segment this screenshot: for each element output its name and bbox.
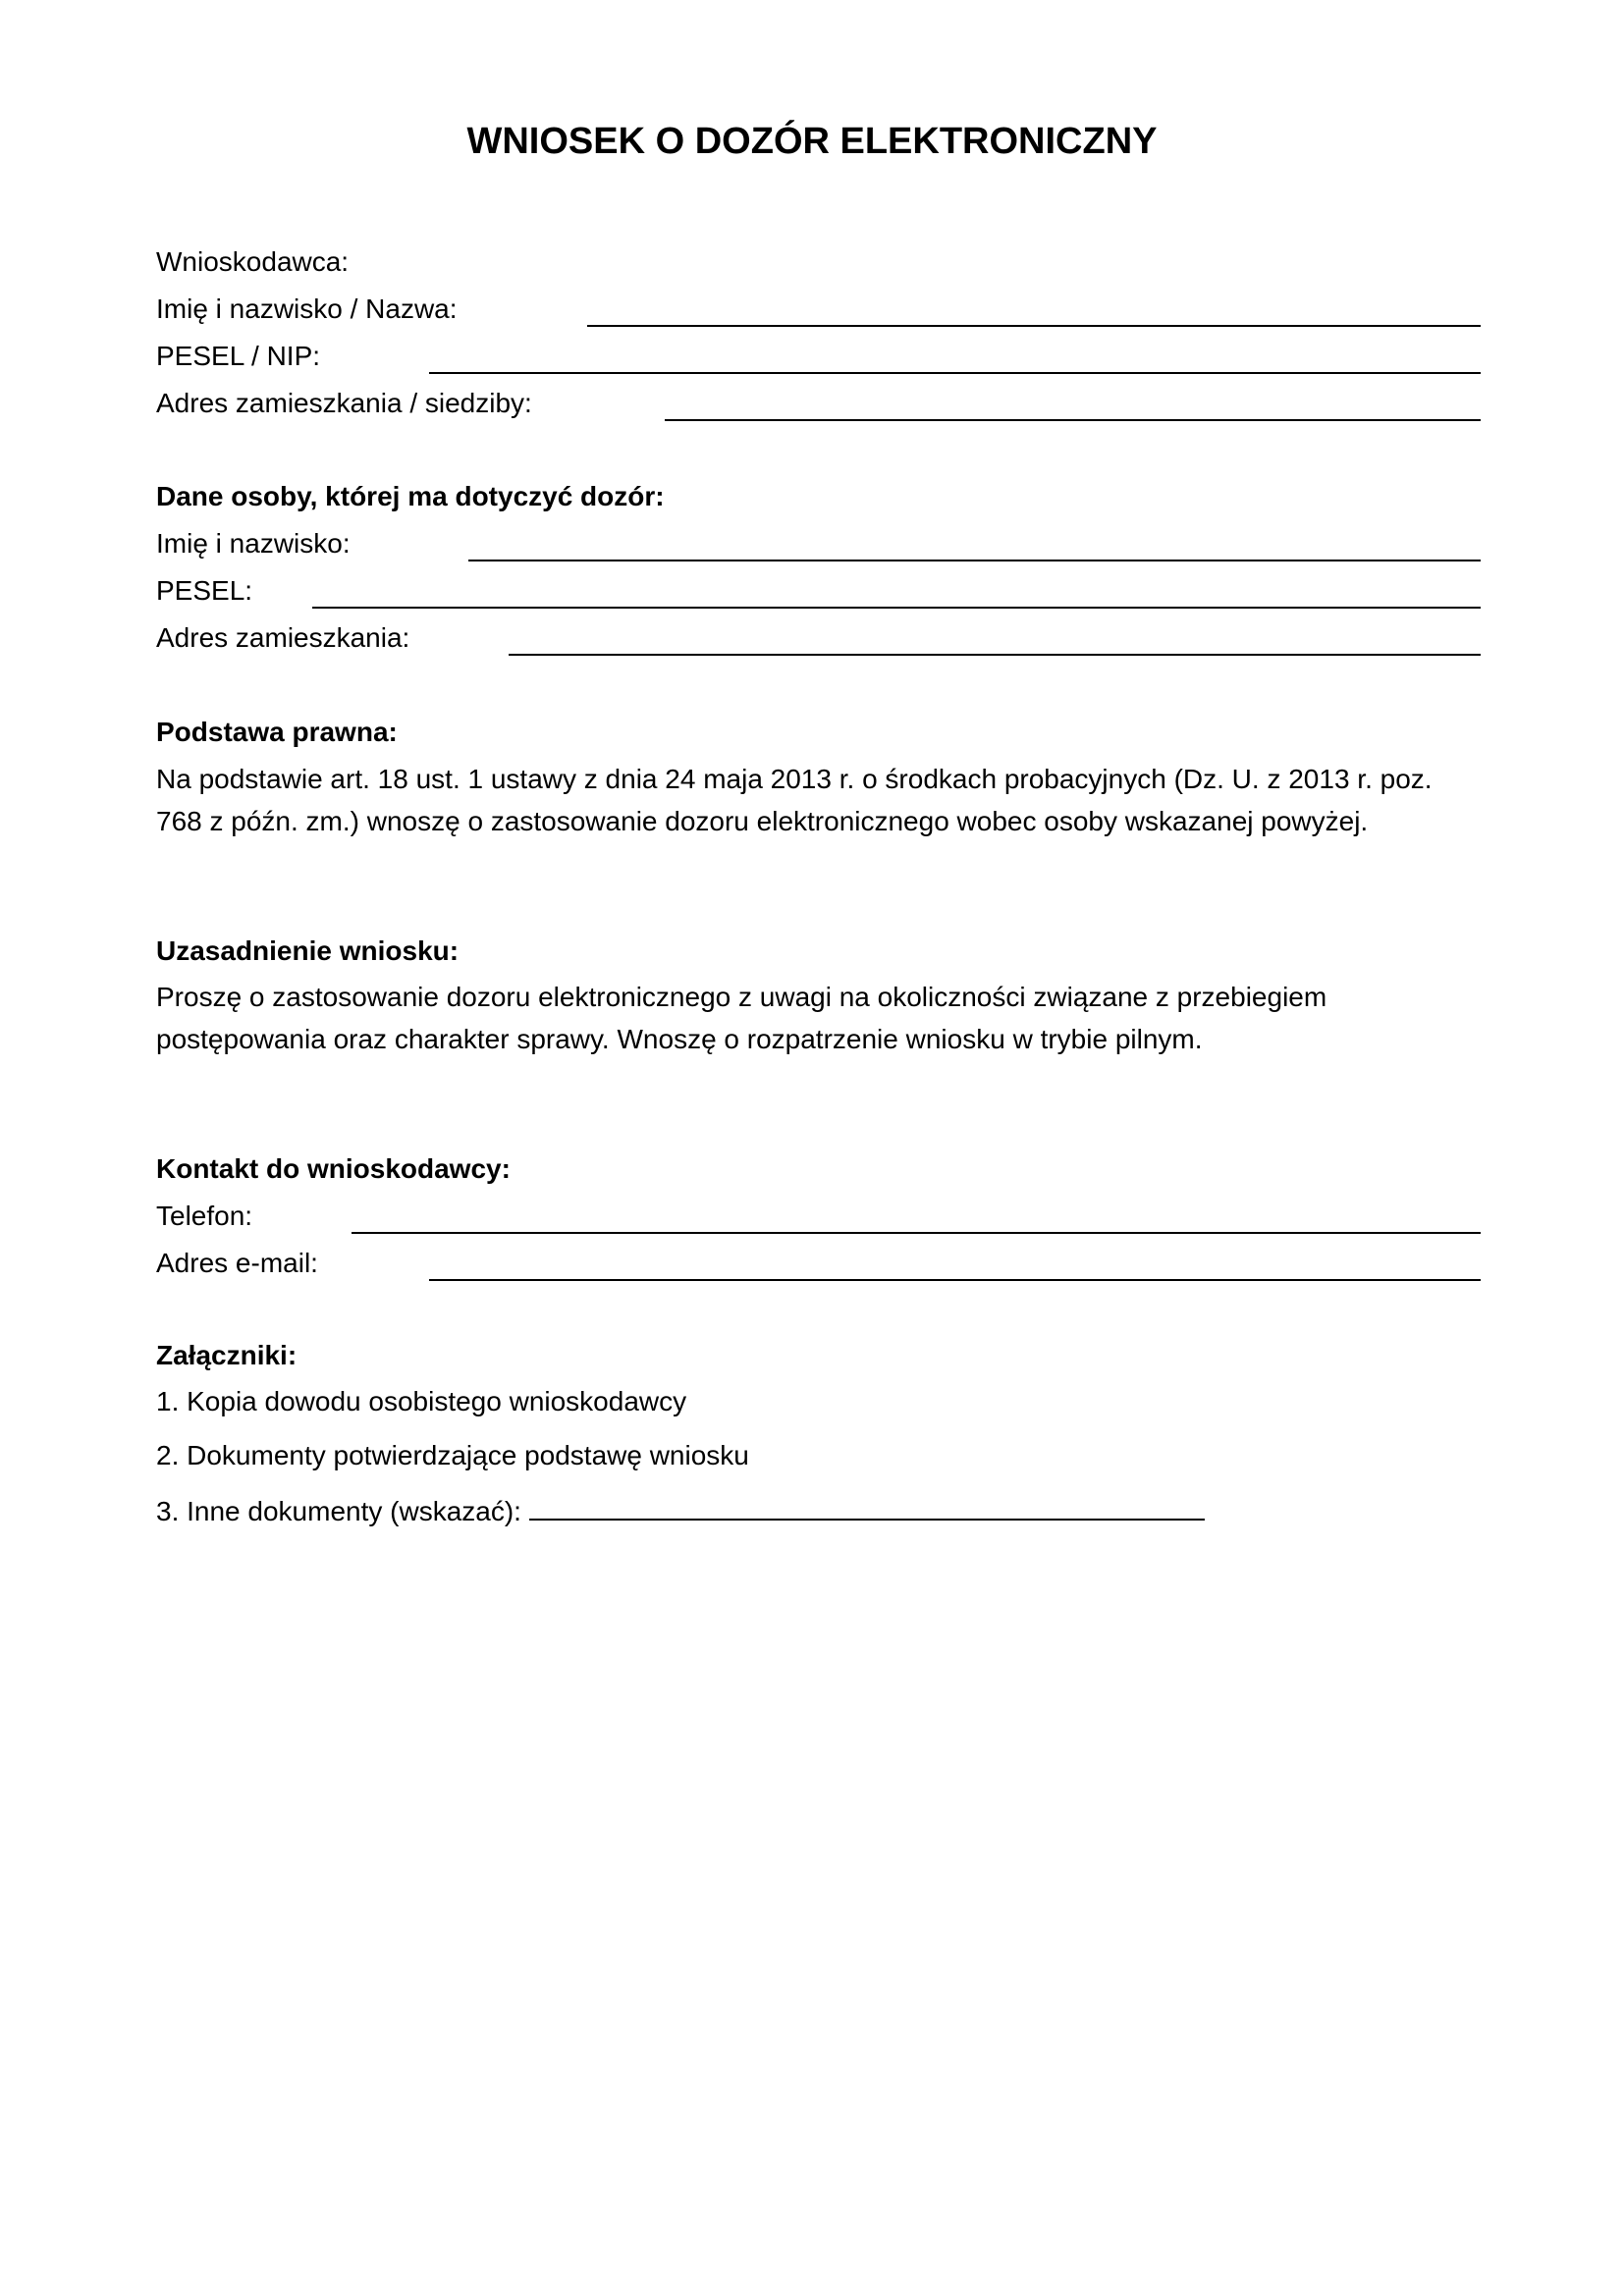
attachment-item-1: 1. Kopia dowodu osobistego wnioskodawcy (156, 1386, 687, 1416)
justification-heading: Uzasadnienie wniosku: (156, 935, 460, 966)
subject-pesel-label: PESEL: (156, 575, 253, 606)
attachment-item-3 (156, 1493, 1205, 1529)
contact-email-label: Adres e-mail: (156, 1248, 318, 1278)
legal-basis-text: Na podstawie art. 18 ust. 1 ustawy z dnia 24 maja 2013 r. o środkach probacyjnych (Dz. U. z 2013 r. poz. 768 z późn. zm.) wnoszę o zastosowanie dozoru elektronicznego wobec osoby wskazanej powyżej. (156, 764, 1433, 836)
applicant-id-label: PESEL / NIP: (156, 341, 321, 371)
legal-basis-heading: Podstawa prawna: (156, 717, 398, 747)
document-title: WNIOSEK O DOZÓR ELEKTRONICZNY (466, 121, 1158, 162)
attachment-item-3-label: 3. Inne dokumenty (wskazać): (156, 1496, 521, 1526)
applicant-name-field[interactable] (587, 325, 1481, 327)
justification-text: Proszę o zastosowanie dozoru elektronicznego z uwagi na okoliczności związane z przebiegiem postępowania oraz charakter sprawy. Wnoszę o rozpatrzenie wniosku w trybie pilnym. (156, 982, 1327, 1054)
subject-name-field[interactable] (468, 560, 1481, 561)
applicant-address-field[interactable] (665, 419, 1481, 421)
attachment-other-field[interactable] (529, 1493, 1205, 1521)
applicant-address-label: Adres zamieszkania / siedziby: (156, 388, 532, 418)
subject-name-label: Imię i nazwisko: (156, 528, 351, 559)
contact-phone-field[interactable] (352, 1232, 1481, 1234)
contact-email-field[interactable] (429, 1279, 1481, 1281)
subject-pesel-field[interactable] (312, 607, 1481, 609)
applicant-name-label: Imię i nazwisko / Nazwa: (156, 294, 458, 324)
subject-heading: Dane osoby, której ma dotyczyć dozór: (156, 481, 665, 511)
contact-heading: Kontakt do wnioskodawcy: (156, 1153, 511, 1184)
subject-address-field[interactable] (509, 654, 1481, 656)
attachments-heading: Załączniki: (156, 1340, 298, 1370)
applicant-heading: Wnioskodawca: (156, 246, 350, 277)
applicant-id-field[interactable] (429, 372, 1481, 374)
contact-phone-label: Telefon: (156, 1201, 253, 1231)
attachment-item-2: 2. Dokumenty potwierdzające podstawę wniosku (156, 1440, 749, 1470)
subject-address-label: Adres zamieszkania: (156, 622, 410, 653)
